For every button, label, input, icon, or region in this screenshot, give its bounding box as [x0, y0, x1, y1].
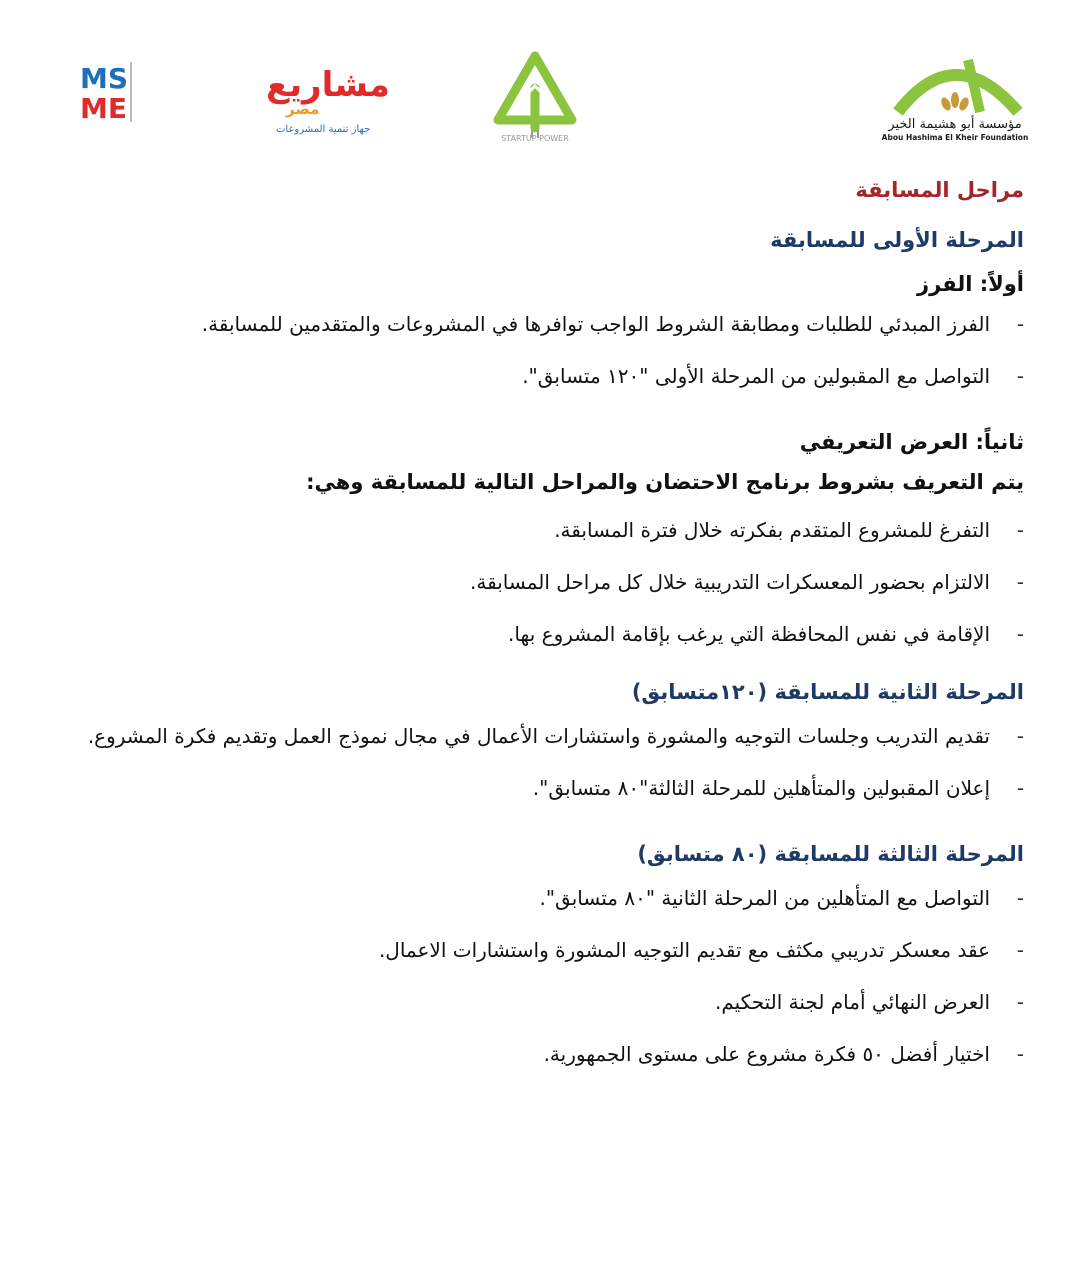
intro-subheading: يتم التعريف بشروط برنامج الاحتضان والمراحل التالية للمسابقة وهي: — [306, 470, 1024, 494]
list-item: - إعلان المقبولين والمتأهلين للمرحلة الثالثة"٨٠ متسابق". — [44, 773, 1024, 803]
sorting-heading: أولاً: الفرز — [917, 272, 1024, 296]
stage1-heading: المرحلة الأولى للمسابقة — [770, 228, 1024, 252]
stage2-heading: المرحلة الثانية للمسابقة (١٢٠متسابق) — [631, 680, 1024, 704]
list-item: - الإقامة في نفس المحافظة التي يرغب بإقامة المشروع بها. — [44, 619, 1024, 649]
page-title: مراحل المسابقة — [855, 178, 1024, 202]
intro-heading: ثانياً: العرض التعريفي — [799, 430, 1024, 454]
list-item: - التواصل مع المتأهلين من المرحلة الثانية "٨٠ متسابق". — [44, 883, 1024, 913]
list-item: - عقد معسكر تدريبي مكثف مع تقديم التوجيه المشورة واستشارات الاعمال. — [44, 935, 1024, 965]
foundation-english-name: Abou Hashima El Kheir Foundation — [881, 133, 1029, 142]
msme-abbr-bottom: ME — [80, 92, 127, 125]
stage2-list — [44, 721, 1024, 803]
foundation-arabic-name: مؤسسة أبو هشيمة الخير — [888, 117, 1022, 132]
document-body — [44, 175, 1024, 1091]
list-item: - الالتزام بحضور المعسكرات التدريبية خلال كل مراحل المسابقة. — [44, 567, 1024, 597]
abou-hashima-foundation-logo — [880, 40, 1030, 150]
masr-sub: مصر — [286, 100, 320, 118]
list-item: - التفرغ للمشروع المتقدم بفكرته خلال فترة المسابقة. — [44, 515, 1024, 545]
msme-egypt-logo — [76, 56, 390, 141]
stage3-list — [44, 883, 1024, 1069]
startup-power-name: STARTUP POWER — [501, 134, 569, 143]
intro-list — [44, 515, 1024, 649]
msme-abbr-top: MS — [80, 62, 129, 95]
list-item: - العرض النهائي أمام لجنة التحكيم. — [44, 987, 1024, 1017]
list-item: - اختيار أفضل ٥٠ فكرة مشروع على مستوى الجمهورية. — [44, 1039, 1024, 1069]
wheat-icon — [939, 92, 970, 112]
sorting-list — [44, 309, 1024, 391]
msme-tagline: جهاز تنمية المشروعات — [276, 124, 371, 135]
mashroaa-brand: مشاريع — [266, 65, 390, 105]
foundation-arch-icon — [898, 75, 1018, 112]
startup-power-logo — [480, 48, 590, 148]
stage3-heading: المرحلة الثالثة للمسابقة (٨٠ متسابق) — [637, 842, 1024, 866]
list-item: - التواصل مع المقبولين من المرحلة الأولى "١٢٠ متسابق". — [44, 361, 1024, 391]
list-item: - الفرز المبدئي للطلبات ومطابقة الشروط الواجب توافرها في المشروعات والمتقدمين للمسابقة. — [44, 309, 1024, 339]
page-header — [0, 0, 1080, 160]
list-item: - تقديم التدريب وجلسات التوجيه والمشورة واستشارات الأعمال في مجال نموذج العمل وتقديم فكرة المشروع. — [44, 721, 1024, 751]
